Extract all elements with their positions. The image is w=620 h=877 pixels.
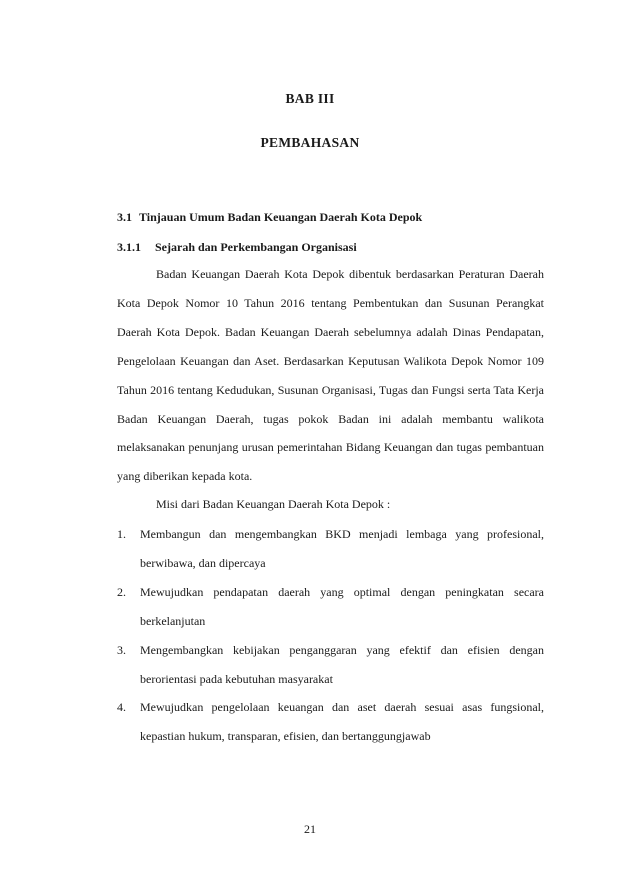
list-item-text: Mengembangkan kebijakan penganggaran yang efektif dan efisien dengan berorientasi pada kebutuhan masyarakat (140, 642, 544, 686)
mission-intro: Misi dari Badan Keuangan Daerah Kota Depok : (156, 497, 391, 511)
list-item-number: 3. (117, 642, 126, 657)
list-item-text: Membangun dan mengembangkan BKD menjadi lembaga yang profesional, berwibawa, dan dipercaya (140, 527, 544, 570)
chapter-label: BAB III (285, 91, 335, 106)
page-number: 21 (304, 822, 316, 836)
subsection-heading (117, 240, 357, 255)
chapter-title: PEMBAHASAN (260, 135, 360, 150)
list-item-number: 1. (117, 527, 126, 541)
subsection-title: Sejarah dan Perkembangan Organisasi (155, 240, 357, 254)
list-item (117, 693, 544, 751)
list-item (117, 578, 544, 636)
history-paragraph: Badan Keuangan Daerah Kota Depok dibentuk berdasarkan Peraturan Daerah Kota Depok Nomor 10 Tahun 2016 tentang Pembentukan dan Susunan Perangkat Daerah Kota Depok. Badan Keuangan Daerah sebelumnya adalah Dinas Pendapatan, Pengelolaan Keuangan dan Aset. Berdasarkan Keputusan Walikota Depok Nomor 109 Tahun 2016 tentang Kedudukan, Susunan Organisasi, Tugas dan Fungsi serta Tata Kerja Badan Keuangan Daerah, tugas pokok Badan ini adalah membantu walikota melaksanakan penunjang urusan pemerintahan Bidang Keuangan dan tugas pembantuan yang diberikan kepada kota. (117, 267, 544, 484)
section-heading (117, 210, 422, 225)
section-number: 3.1 (117, 210, 132, 224)
list-item-text: Mewujudkan pengelolaan keuangan dan aset daerah sesuai asas fungsional, kepastian hukum, transparan, efisien, dan bertanggungjawab (140, 700, 544, 744)
mission-list (117, 520, 544, 751)
list-item-number: 4. (117, 700, 126, 715)
subsection-number: 3.1.1 (117, 240, 141, 254)
list-item (117, 520, 544, 578)
list-item-text: Mewujudkan pendapatan daerah yang optimal dengan peningkatan secara berkelanjutan (140, 584, 544, 628)
section-title: Tinjauan Umum Badan Keuangan Daerah Kota Depok (139, 210, 423, 224)
list-item-number: 2. (117, 584, 126, 599)
list-item (117, 636, 544, 694)
